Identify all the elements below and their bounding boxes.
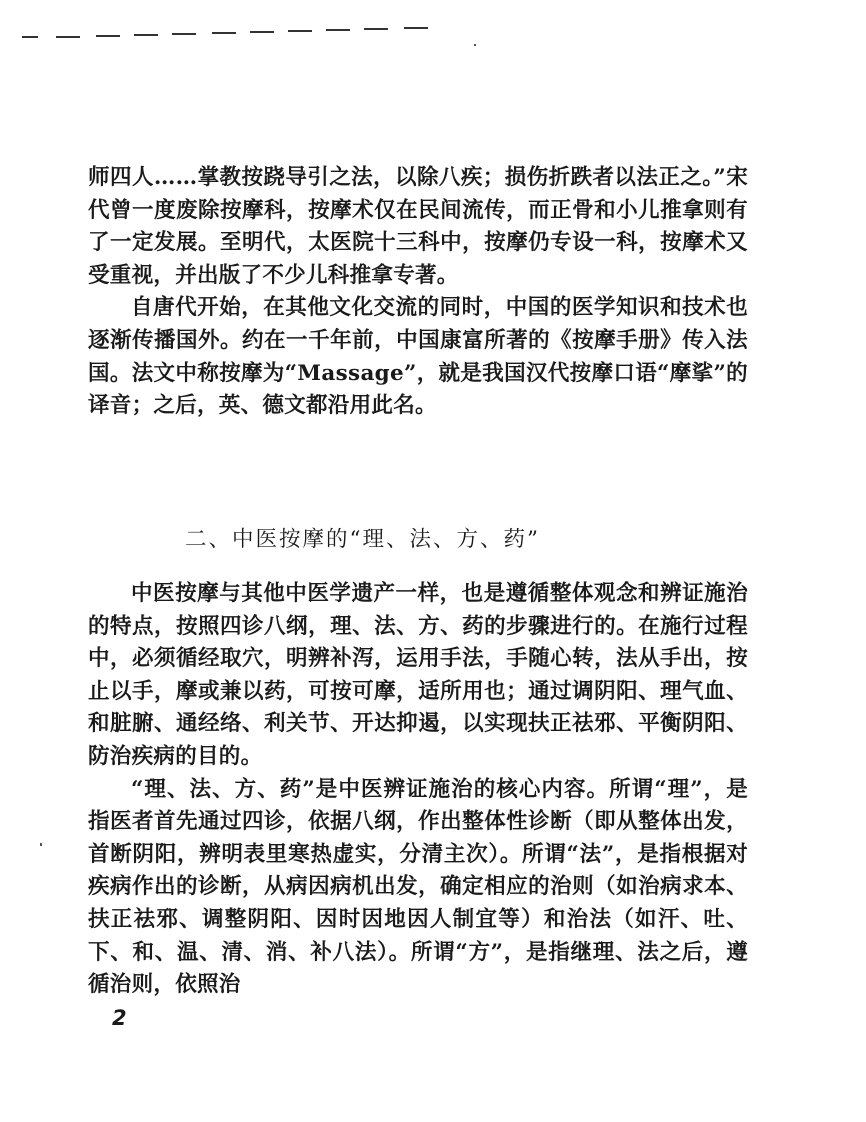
scan-speck <box>474 44 476 46</box>
top-dashed-rule <box>22 22 442 38</box>
paragraph: 自唐代开始，在其他文化交流的同时，中国的医学知识和技术也逐渐传播国外。约在一千年前，中国康富所著的《按摩手册》传入法国。法文中称按摩为“Massage”，就是我国汉代按摩口语“摩挲”的译音；之后，英、德文都沿用此名。 <box>88 295 748 419</box>
paragraph: “理、法、方、药”是中医辨证施治的核心内容。所谓“理”，是指医者首先通过四诊，依据八纲，作出整体性诊断（即从整体出发，首断阴阳，辨明表里寒热虚实，分清主次）。所谓“法”，是指根据对疾病作出的诊断，从病因病机出发，确定相应的治则（如治病求本、扶正祛邪、调整阴阳、因时因地因人制宜等）和治法（如汗、吐、下、和、温、清、消、补八法）。所谓“方”，是指继理、法之后，遵循治则，依照治 <box>88 776 748 998</box>
paragraph: 中医按摩与其他中医学遗产一样，也是遵循整体观念和辨证施治的特点，按照四诊八纲，理、法、方、药的步骤进行的。在施行过程中，必须循经取穴，明辨补泻，运用手法，手随心转，法从手出，按止以手，摩或兼以药，可按可摩，适所用也；通过调阴阳、理气血、和脏腑、通经络、利关节、开达抑遏，以实现扶正祛邪、平衡阴阳、防治疾病的目的。 <box>88 581 748 769</box>
section-two-body <box>88 578 748 1002</box>
scan-speck <box>40 843 42 846</box>
section-heading: 二、中医按摩的“理、法、方、药” <box>185 527 540 552</box>
page-number: 2 <box>112 1006 127 1030</box>
section-one-body <box>88 162 748 423</box>
paragraph: 师四人……掌教按跷导引之法，以除八疾；损伤折跌者以法正之。”宋代曾一度废除按摩科，按摩术仅在民间流传，而正骨和小儿推拿则有了一定发展。至明代，太医院十三科中，按摩仍专设一科，按摩术又受重视，并出版了不少儿科推拿专著。 <box>88 165 748 288</box>
